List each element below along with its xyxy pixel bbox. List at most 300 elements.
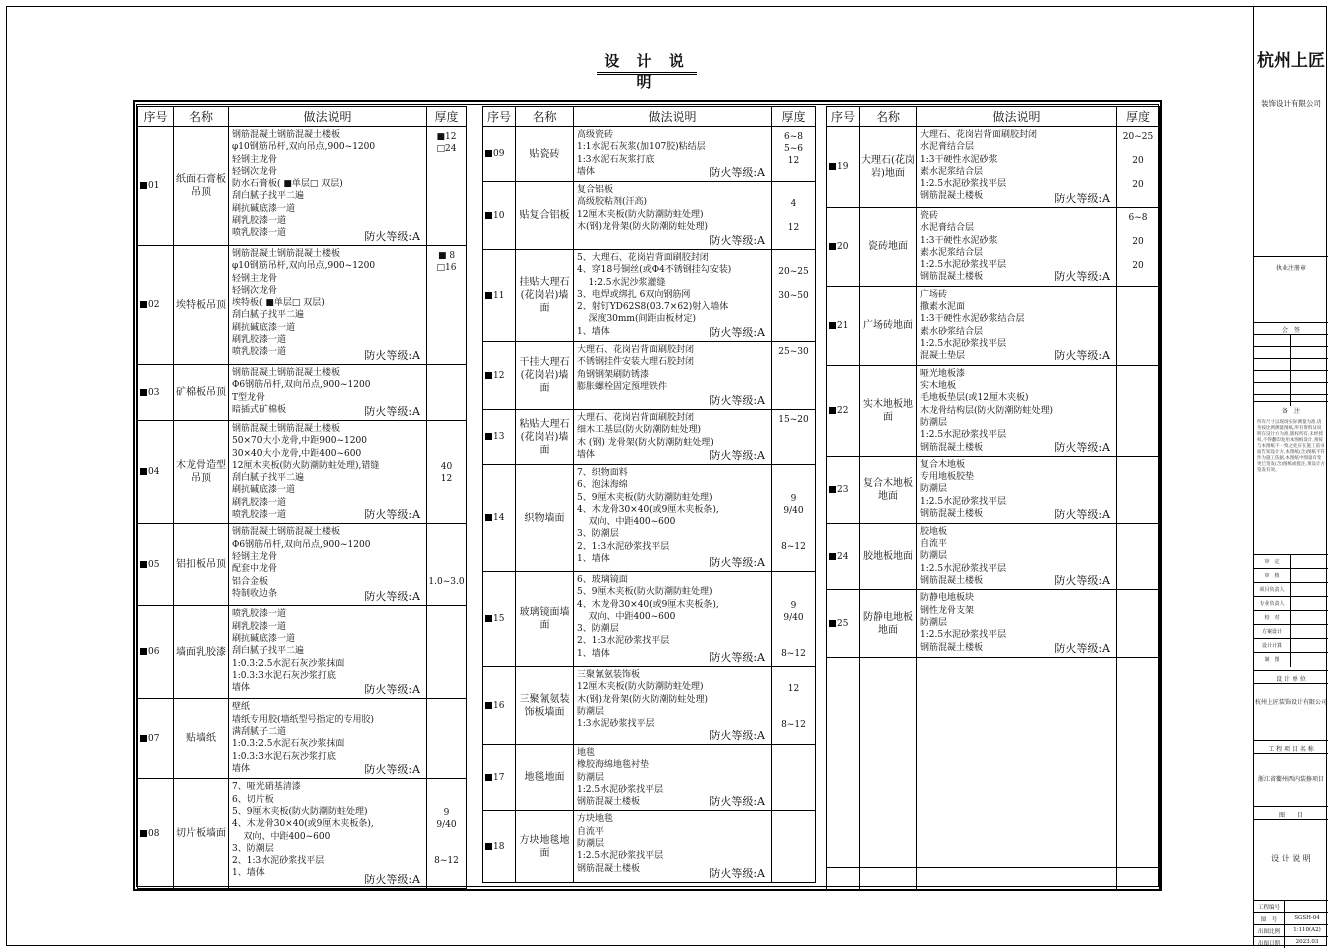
method-line: 木龙骨结构层(防火防潮防蛀处理) <box>920 405 1054 416</box>
table-row <box>827 868 1160 890</box>
info-row <box>1254 912 1328 924</box>
method-line: 钢筋混凝土楼板 <box>920 442 984 453</box>
square-marker-icon <box>829 486 836 493</box>
method-line: 钢筋混凝土楼板 <box>920 509 984 520</box>
item-name <box>860 658 917 868</box>
info-label: 图 号 <box>1260 917 1278 923</box>
fire-rating: 防火等级:A <box>364 404 420 418</box>
role-label: 校 对 <box>1264 615 1280 621</box>
thickness <box>772 745 816 811</box>
method-line: 三聚氰氨装饰板 <box>577 670 641 680</box>
item-number <box>138 421 174 524</box>
thickness <box>1117 868 1160 890</box>
table-row <box>483 410 816 465</box>
method-line: 钢筋混凝土楼板 <box>577 797 641 808</box>
item-number <box>483 342 516 410</box>
fire-rating: 防火等级:A <box>364 348 420 362</box>
item-number <box>827 523 860 589</box>
method-line: 墙纸专用胶(墙纸型号指定的专用胶) <box>232 714 375 725</box>
item-number-text: 22 <box>837 405 849 416</box>
method-line: 2、射钉YD62S8(03.7×62)射入墙体 <box>577 302 729 313</box>
method-line: 12厘木夹板(防火防潮防蛀处理) <box>577 209 704 220</box>
thickness <box>427 365 467 421</box>
method-description <box>574 410 772 465</box>
fire-rating: 防火等级:A <box>709 325 765 339</box>
method-line: φ10钢筋吊杆,双向吊点,900~1200 <box>232 142 376 153</box>
role-label: 方案设计 <box>1261 629 1282 635</box>
role-label: 审 核 <box>1264 573 1280 579</box>
table-row <box>827 208 1160 287</box>
method-line: 喷乳胶漆一道 <box>232 228 287 239</box>
method-line: 1、墙体 <box>577 326 610 337</box>
square-marker-icon <box>140 561 147 568</box>
method-line: 2、1:3水泥砂浆找平层 <box>577 636 670 647</box>
square-marker-icon <box>829 553 836 560</box>
item-number <box>138 699 174 779</box>
square-marker-icon <box>140 468 147 475</box>
item-number-text: 11 <box>493 290 505 301</box>
method-line: 自流平 <box>577 826 605 837</box>
method-line: 防潮层 <box>920 551 948 562</box>
item-name: 埃特板吊顶 <box>174 246 229 365</box>
method-line: 瓷砖 <box>920 211 939 221</box>
method-description <box>229 365 427 421</box>
item-number <box>483 250 516 342</box>
method-description <box>229 699 427 779</box>
method-line: 角钢钢架刷防锈漆 <box>577 369 650 380</box>
item-number-text: 18 <box>493 841 505 852</box>
method-description <box>229 606 427 699</box>
info-value: 2023.03 <box>1284 937 1329 948</box>
drawing-list-title: 图 目 <box>1278 812 1303 819</box>
method-line: 3、防潮层 <box>577 529 619 540</box>
table-row <box>483 250 816 342</box>
header-thickness: 厚度 <box>772 107 816 127</box>
item-name: 贴墙纸 <box>174 699 229 779</box>
item-number-text: 07 <box>148 733 160 744</box>
method-line: 喷乳胶漆一道 <box>232 347 287 358</box>
spec-table-2 <box>482 106 816 883</box>
item-name: 切片板墙面 <box>174 779 229 889</box>
method-line: 1、墙体 <box>577 554 610 565</box>
square-marker-icon <box>140 182 147 189</box>
table-row <box>483 667 816 745</box>
method-line: 1:2.5水泥砂浆找平层 <box>577 851 664 862</box>
method-line: 刷抗碱底漆一道 <box>232 322 296 333</box>
method-line: 1:1水泥石灰浆(加107胶)粘结层 <box>577 142 706 153</box>
item-name: 贴瓷砖 <box>516 127 574 182</box>
role-row <box>1254 554 1328 569</box>
thickness: 9 9/40 8~12 <box>772 572 816 667</box>
square-marker-icon <box>829 163 836 170</box>
method-line: 钢筋混凝土钢筋混凝土楼板 <box>232 130 341 140</box>
method-description <box>574 745 772 811</box>
method-line: 钢筋混凝土楼板 <box>920 191 984 202</box>
method-description <box>574 182 772 250</box>
fire-rating: 防火等级:A <box>1054 574 1110 588</box>
table-row <box>827 590 1160 658</box>
method-line: 喷乳胶漆一道 <box>232 609 287 620</box>
item-name: 地毯地面 <box>516 745 574 811</box>
method-line: 1:0.3:2.5水泥石灰沙浆抹面 <box>232 739 345 750</box>
thickness <box>1117 523 1160 589</box>
fire-rating: 防火等级:A <box>1054 349 1110 363</box>
item-name: 墙面乳胶漆 <box>174 606 229 699</box>
design-unit: 杭州上匠装饰设计有限公司 <box>1254 699 1327 706</box>
method-line: 1:2.5水泥砂浆找平层 <box>920 430 1007 441</box>
method-line: 刷乳胶漆一道 <box>232 216 287 227</box>
method-line: 刮白腻子找平二遍 <box>232 191 305 202</box>
item-name: 实木地板地面 <box>860 365 917 456</box>
method-line: 1:2.5水泥砂浆找平层 <box>920 630 1007 641</box>
item-number <box>827 868 860 890</box>
method-line: 6、切片板 <box>232 794 274 805</box>
item-name: 胶地板地面 <box>860 523 917 589</box>
item-number <box>827 658 860 868</box>
thickness <box>1117 286 1160 365</box>
item-name: 玻璃镜面墙面 <box>516 572 574 667</box>
thickness: ■ 8 □16 <box>427 246 467 365</box>
method-line: 埃特板( ■单层□ 双层) <box>232 298 325 309</box>
method-line: 胶地板 <box>920 526 948 537</box>
title-underline <box>597 72 697 75</box>
method-description <box>574 667 772 745</box>
header-no: 序号 <box>483 107 516 127</box>
table-row <box>827 365 1160 456</box>
method-line: 水泥膏结合层 <box>920 223 975 234</box>
thickness: 12 8~12 <box>772 667 816 745</box>
item-number-text: 09 <box>493 149 505 159</box>
method-line: 素水泥浆结合层 <box>920 166 984 177</box>
fire-rating: 防火等级:A <box>364 763 420 777</box>
square-marker-icon <box>140 648 147 655</box>
thickness <box>772 811 816 883</box>
header-no: 序号 <box>827 107 860 127</box>
item-number <box>483 745 516 811</box>
method-line: 地毯 <box>577 748 596 758</box>
fire-rating: 防火等级:A <box>364 683 420 697</box>
table-row <box>138 365 467 421</box>
method-description <box>917 127 1117 208</box>
item-number-text: 21 <box>837 320 849 331</box>
method-line: 3、防潮层 <box>232 843 274 854</box>
square-marker-icon <box>485 212 492 219</box>
role-label: 设计计算 <box>1261 643 1282 649</box>
method-line: 钢筋混凝土楼板 <box>920 576 984 587</box>
thickness: 20~25 30~50 <box>772 250 816 342</box>
item-name: 贴复合铝板 <box>516 182 574 250</box>
table-row <box>827 456 1160 523</box>
method-line: 方块地毯 <box>577 814 614 825</box>
square-marker-icon <box>485 774 492 781</box>
role-row <box>1254 568 1328 583</box>
role-label: 制 图 <box>1264 657 1280 663</box>
method-line: 钢筋混凝土楼板 <box>920 642 984 653</box>
item-number-text: 19 <box>837 162 849 172</box>
item-number-text: 10 <box>493 210 505 221</box>
method-line: 1:3干硬性水泥砂浆结合层 <box>920 314 1025 325</box>
fire-rating: 防火等级:A <box>709 795 765 809</box>
method-line: 1:0.3:2.5水泥石灰沙浆抹面 <box>232 658 345 669</box>
method-line: 防潮层 <box>577 772 605 783</box>
item-number-text: 24 <box>837 551 849 562</box>
thickness: 25~30 <box>772 342 816 410</box>
method-description <box>917 523 1117 589</box>
item-name: 纸面石膏板吊顶 <box>174 127 229 246</box>
fire-rating: 防火等级:A <box>709 555 765 569</box>
method-line: 墙体 <box>232 683 251 694</box>
table-row <box>138 524 467 606</box>
table-row <box>827 658 1160 868</box>
method-line: 轻钢主龙骨 <box>232 154 278 165</box>
method-line: 1、墙体 <box>577 648 610 659</box>
square-marker-icon <box>485 150 492 157</box>
method-line: 撒素水泥面 <box>920 302 966 313</box>
method-line: 喷乳胶漆一道 <box>232 510 287 521</box>
item-name <box>860 868 917 890</box>
method-line: 双向、中距400~600 <box>232 831 331 842</box>
method-line: 刷乳胶漆一道 <box>232 497 287 508</box>
method-line: 钢筋混凝土钢筋混凝土楼板 <box>232 527 341 538</box>
thickness <box>1117 456 1160 523</box>
spec-table-1 <box>137 106 467 889</box>
thickness <box>427 606 467 699</box>
info-row <box>1254 924 1328 936</box>
item-name: 防静电地板地面 <box>860 590 917 658</box>
method-line: 复合木地板 <box>920 459 966 470</box>
method-line: 1:2.5水泥砂浆找平层 <box>920 496 1007 507</box>
table-row <box>483 342 816 410</box>
fire-rating: 防火等级:A <box>709 448 765 462</box>
item-number-text: 05 <box>148 559 160 570</box>
item-name: 瓷砖地面 <box>860 208 917 287</box>
project-name-title: 工 程 项 目 名 称 <box>1268 746 1314 753</box>
fire-rating: 防火等级:A <box>1054 440 1110 454</box>
method-line: 墙体 <box>577 449 596 460</box>
method-line: 刷乳胶漆一道 <box>232 335 287 346</box>
header-name: 名称 <box>174 107 229 127</box>
method-line: φ10钢筋吊杆,双向吊点,900~1200 <box>232 261 376 272</box>
method-line: 轻钢主龙骨 <box>232 273 278 284</box>
header-method: 做法说明 <box>917 107 1117 127</box>
square-marker-icon <box>140 735 147 742</box>
square-marker-icon <box>829 620 836 627</box>
fire-rating: 防火等级:A <box>709 393 765 407</box>
info-row <box>1254 936 1328 948</box>
header-no: 序号 <box>138 107 174 127</box>
method-line: 1:2.5水泥砂浆找平层 <box>920 179 1007 190</box>
method-line: 12厘木夹板(防火防潮防蛀处理) <box>577 682 704 693</box>
square-marker-icon <box>485 433 492 440</box>
method-line: 6、泡沫海绵 <box>577 480 628 491</box>
method-line: 1:2.5水泥砂浆找平层 <box>920 260 1007 271</box>
method-line: 1:2.5水泥砂浆找平层 <box>577 784 664 795</box>
item-number <box>138 127 174 246</box>
method-line: 5、9厘木夹板(防火防潮防蛀处理) <box>577 587 713 598</box>
info-label: 工程编号 <box>1257 905 1280 911</box>
thickness: 40 12 <box>427 421 467 524</box>
info-label: 出图日期 <box>1257 941 1280 947</box>
item-name: 铝扣板吊顶 <box>174 524 229 606</box>
info-value: SGSH-04 <box>1284 913 1329 924</box>
method-line: 专用地板胶垫 <box>920 472 975 483</box>
item-number <box>827 286 860 365</box>
method-line: 5、9厘木夹板(防火防潮防蛀处理) <box>577 492 713 503</box>
table-row <box>483 572 816 667</box>
item-number <box>483 410 516 465</box>
item-number-text: 23 <box>837 484 849 495</box>
role-row <box>1254 596 1328 611</box>
fire-rating: 防火等级:A <box>1054 270 1110 284</box>
method-line: 木(钢)龙骨架(防火防潮防蛀处理) <box>577 694 709 705</box>
fire-rating: 防火等级:A <box>709 165 765 179</box>
table-row <box>483 745 816 811</box>
header-thickness: 厚度 <box>1117 107 1160 127</box>
item-number-text: 14 <box>493 513 505 523</box>
method-description <box>917 208 1117 287</box>
method-description <box>574 342 772 410</box>
fire-rating: 防火等级:A <box>709 233 765 247</box>
method-line: 1:2.5水泥沙浆灌缝 <box>577 277 666 288</box>
item-number <box>483 127 516 182</box>
item-name: 复合木地板地面 <box>860 456 917 523</box>
table-row <box>138 779 467 889</box>
method-line: 刮白腻子找平二遍 <box>232 473 305 484</box>
thickness <box>1117 365 1160 456</box>
method-line: 哑光地板漆 <box>920 368 966 379</box>
method-line: 高级瓷砖 <box>577 130 614 140</box>
fire-rating: 防火等级:A <box>709 728 765 742</box>
table-row <box>138 127 467 246</box>
info-row <box>1254 900 1328 912</box>
note-title: 备 注 <box>1281 408 1300 415</box>
method-line: 钢筋混凝土楼板 <box>577 863 641 874</box>
method-line: 7、织物面料 <box>577 468 628 478</box>
info-value <box>1284 901 1329 912</box>
table-row <box>483 182 816 250</box>
fire-rating: 防火等级:A <box>1054 507 1110 521</box>
method-line: Φ6钢筋吊杆,双向吊点,900~1200 <box>232 380 371 391</box>
method-line: 刷抗碱底漆一道 <box>232 633 296 644</box>
method-line: 自流平 <box>920 539 948 550</box>
method-line: 钢筋混凝土钢筋混凝土楼板 <box>232 249 341 259</box>
method-line: 2、1:3水泥砂浆找平层 <box>577 541 670 552</box>
fire-rating: 防火等级:A <box>1054 642 1110 656</box>
fire-rating: 防火等级:A <box>709 867 765 881</box>
method-line: 橡胶海绵地毯衬垫 <box>577 760 650 771</box>
role-row <box>1254 624 1328 639</box>
method-line: 特制收边条 <box>232 588 278 599</box>
method-line: 配套中龙骨 <box>232 564 278 575</box>
table-row <box>138 606 467 699</box>
method-line: 复合铝板 <box>577 185 614 195</box>
square-marker-icon <box>485 372 492 379</box>
square-marker-icon <box>140 301 147 308</box>
method-line: 1:3干硬性水泥砂浆 <box>920 154 998 165</box>
fire-rating: 防火等级:A <box>364 229 420 243</box>
method-description <box>917 365 1117 456</box>
table-row <box>483 465 816 572</box>
role-label: 专业负责人 <box>1259 601 1285 607</box>
method-line: 木(钢)龙骨架(防火防潮防蛀处理) <box>577 221 709 232</box>
method-line: 1:0.3:3水泥石灰沙浆打底 <box>232 670 336 681</box>
item-number <box>138 779 174 889</box>
method-line: 细木工基层(防火防潮防蛀处理) <box>577 425 702 436</box>
method-line: 高级胶粘剂(汗高) <box>577 197 648 208</box>
method-description <box>574 250 772 342</box>
item-name: 大理石(花岗岩)地面 <box>860 127 917 208</box>
item-name: 木龙骨造型吊顶 <box>174 421 229 524</box>
method-line: 轻钢主龙骨 <box>232 551 278 562</box>
item-number <box>483 667 516 745</box>
role-label: 审 定 <box>1264 559 1280 565</box>
method-line: 1、墙体 <box>232 868 265 879</box>
method-line: 防潮层 <box>920 417 948 428</box>
item-name: 方块地毯地面 <box>516 811 574 883</box>
method-line: 2、1:3水泥砂浆找平层 <box>232 856 325 867</box>
method-line: 3、电焊或绑扎 6双向钢筋网 <box>577 289 691 300</box>
item-number-text: 01 <box>148 181 160 191</box>
method-line: 4、木龙骨30×40(或9厘木夹板条), <box>232 819 374 830</box>
method-line: 铝合金板 <box>232 576 269 587</box>
method-line: 大理石、花岗岩背面刷胶封闭 <box>577 413 695 423</box>
item-name: 矿棉板吊顶 <box>174 365 229 421</box>
item-number-text: 13 <box>493 432 505 442</box>
method-line: 1:3干硬性水泥砂浆 <box>920 235 998 246</box>
table-row <box>483 811 816 883</box>
method-line: 1:2.5水泥砂浆找平层 <box>920 563 1007 574</box>
item-name: 三聚氰氨装饰板墙面 <box>516 667 574 745</box>
item-number <box>138 246 174 365</box>
method-line: 6、玻璃镜面 <box>577 575 628 585</box>
method-line: 刷抗碱底漆一道 <box>232 203 296 214</box>
method-description <box>574 127 772 182</box>
square-marker-icon <box>829 322 836 329</box>
thickness <box>1117 590 1160 658</box>
item-number-text: 12 <box>493 370 505 381</box>
method-line: 防潮层 <box>577 839 605 850</box>
spec-table-3 <box>826 106 1160 890</box>
method-description <box>229 779 427 889</box>
method-line: 1:2.5水泥砂浆找平层 <box>920 338 1007 349</box>
item-number <box>483 572 516 667</box>
method-line: 7、哑光硝基清漆 <box>232 782 301 793</box>
square-marker-icon <box>485 292 492 299</box>
method-description <box>574 465 772 572</box>
sign-label: 会 签 <box>1281 327 1300 334</box>
method-description <box>917 590 1117 658</box>
square-marker-icon <box>485 843 492 850</box>
method-line: 1:0.3:3水泥石灰沙浆打底 <box>232 751 336 762</box>
item-number-text: 15 <box>493 614 505 624</box>
method-description <box>574 572 772 667</box>
method-description <box>229 524 427 606</box>
method-line: 素水砂浆结合层 <box>920 326 984 337</box>
method-line: Φ6钢筋吊杆,双向吊点,900~1200 <box>232 539 371 550</box>
method-line: 素水泥浆结合层 <box>920 247 984 258</box>
item-number <box>827 456 860 523</box>
method-description <box>917 868 1117 890</box>
method-line: 壁纸 <box>232 702 251 713</box>
item-number-text: 04 <box>148 467 160 478</box>
fire-rating: 防火等级:A <box>709 650 765 664</box>
table-row <box>138 421 467 524</box>
thickness: 15~20 <box>772 410 816 465</box>
method-line: 防潮层 <box>577 706 605 717</box>
method-line: 木 (钢) 龙骨架(防火防潮防蛀处理) <box>577 437 714 448</box>
drawing-title: 设 计 说 明 <box>604 52 690 91</box>
method-description <box>229 127 427 246</box>
